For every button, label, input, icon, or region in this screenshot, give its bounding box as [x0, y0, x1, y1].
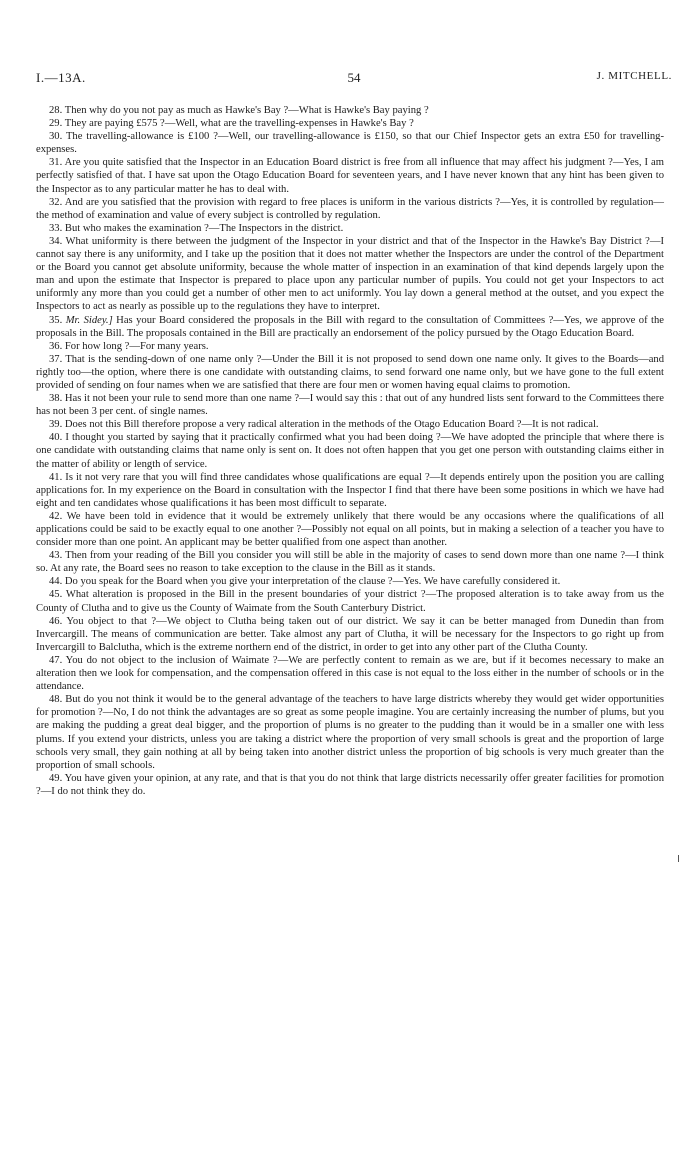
testimony-paragraph: [36, 575, 664, 588]
question-answer-text: And are you satisfied that the provision with regard to free places is uniform in the various districts ?—Yes, it is controlled by regulation—the method of examination and value of every subject is controlled by regulation.: [36, 196, 664, 221]
question-number: 45.: [49, 589, 63, 601]
question-number: 29.: [49, 118, 63, 130]
question-number: 39.: [49, 419, 63, 431]
testimony-paragraph: [36, 235, 664, 314]
question-number: 49.: [49, 772, 63, 784]
question-answer-text: What alteration is proposed in the Bill in the present boundaries of your district ?—The proposed alteration is to take away from us the County of Clutha and to give us the County of Waimate from the South Canterbury District.: [36, 589, 664, 614]
question-number: 30.: [49, 131, 63, 143]
question-number: 31.: [49, 157, 63, 169]
question-number: 48.: [49, 694, 63, 706]
question-answer-text: Are you quite satisfied that the Inspector in an Education Board district is free from all influence that may affect his judgment ?—Yes, I am perfectly satisfied of that. I have sat upon the Otago Education Board for seventeen years, and I have never known that any hint has been given to the Inspector as to any particular matter he has to deal with.: [36, 157, 664, 195]
question-answer-text: But who makes the examination ?—The Inspectors in the district.: [64, 222, 344, 234]
question-answer-text: You do not object to the inclusion of Waimate ?—We are perfectly content to remain as we are, but if it becomes necessary to make an alteration then we look for compensation, and the compensation offered in this case is not equal to the loss either in the number of schools or in the attendance.: [36, 654, 664, 693]
paper-reference: I.—13A.: [36, 70, 86, 85]
question-number: 47.: [49, 654, 63, 666]
testimony-paragraph: [36, 588, 664, 614]
testimony-paragraph: [36, 471, 664, 510]
question-number: 42.: [49, 510, 63, 522]
testimony-paragraph: [36, 353, 664, 392]
question-answer-text: Is it not very rare that you will find three candidates whose qualifications are equal ?—It depends entirely upon the position you are calling applications for. In my experience on the Board in consultation with the Inspector I find that there have been some positions in which we have had eight and ten candidates whose qualifications it has been most difficult to separate.: [36, 471, 664, 509]
question-number: 34.: [49, 235, 63, 247]
question-number: 43.: [49, 550, 63, 562]
question-answer-text: What uniformity is there between the judgment of the Inspector in your district and that of the Inspector in the Hawke's Bay District ?—I cannot say there is any uniformity, and I take up the position that it does not matter whether the Inspectors are under the control of the Department or the Board you cannot get absolute uniformity, because the whole matter of inspection in an examination of that kind depends largely upon the man and upon the estimate that Inspector is prepared to place upon any particular number of pupils. You could not get your Inspectors to act uniformly any more than you could get a number of other men to act uniformly. You lay down a general method at the outset, and you expect the Inspectors to act as nearly as possible up to the regulations they have to interpret.: [36, 235, 664, 313]
question-number: 37.: [49, 353, 63, 365]
question-number: 35.: [49, 314, 63, 326]
question-answer-text: Do you speak for the Board when you give your interpretation of the clause ?—Yes. We have carefully considered it.: [64, 576, 561, 588]
question-number: 44.: [49, 576, 63, 588]
testimony-paragraph: [36, 156, 664, 195]
question-answer-text: Then from your reading of the Bill you consider you will still be able in the majority of cases to send down more than one name ?—I think so. At any rate, the Board sees no reason to take exception to the clause in the Bill as it stands.: [36, 550, 664, 575]
testimony-paragraph: [36, 340, 664, 353]
question-answer-text: That is the sending-down of one name only ?—Under the Bill it is not proposed to send down one name only. It gives to the Boards—and rightly too—the option, where there is one candidate with outstanding claims, to send forward one name only, but we have gone to the full extent provided of sending on four names when we are satisfied that there are four men or women having equal claims to promotion.: [36, 353, 664, 391]
question-number: 41.: [49, 471, 63, 483]
testimony-paragraph: [36, 431, 664, 470]
testimony-paragraph: [36, 772, 664, 798]
speaker-label: Mr. Sidey.]: [65, 314, 113, 326]
testimony-paragraph: [36, 510, 664, 549]
testimony-paragraph: [36, 130, 664, 156]
testimony-paragraph: [36, 117, 664, 130]
question-answer-text: You object to that ?—We object to Clutha being taken out of our district. We say it can be better managed from Dunedin than from Invercargill. The means of communication are better. Take almost any part of Clutha, it will be necessary for the Inspectors to go right up from Invercargill to Balclutha, which is the extreme northern end of the district, in order to get into any other part of the Clutha County.: [36, 615, 664, 653]
question-answer-text: They are paying £575 ?—Well, what are the travelling-expenses in Hawke's Bay ?: [64, 118, 414, 130]
witness-name: J. MITCHELL.: [596, 70, 672, 82]
testimony-paragraph: [36, 615, 664, 654]
question-answer-text: Then why do you not pay as much as Hawke's Bay ?—What is Hawke's Bay paying ?: [64, 105, 429, 116]
testimony-paragraph: [36, 549, 664, 575]
question-answer-text: Has it not been your rule to send more than one name ?—I would say this : that out of any hundred lists sent forward to the Committees there has not been 3 per cent. of single names.: [36, 393, 664, 418]
question-number: 36.: [49, 340, 63, 352]
testimony-paragraph: [36, 693, 664, 772]
document-body: [36, 104, 664, 798]
question-number: 28.: [49, 105, 63, 116]
testimony-paragraph: [36, 314, 664, 340]
testimony-paragraph: [36, 104, 664, 117]
testimony-paragraph: [36, 418, 664, 431]
question-number: 32.: [49, 196, 63, 208]
question-answer-text: For how long ?—For many years.: [64, 340, 209, 352]
testimony-paragraph: [36, 392, 664, 418]
question-number: 46.: [49, 615, 63, 627]
question-answer-text: The travelling-allowance is £100 ?—Well, our travelling-allowance is £150, so that our Chief Inspector gets an extra £50 for travelling-expenses.: [36, 131, 664, 156]
page-number: 54: [347, 70, 361, 85]
question-answer-text: Does not this Bill therefore propose a very radical alteration in the methods of the Otago Education Board ?—It is not radical.: [64, 419, 599, 431]
question-answer-text: We have been told in evidence that it would be extremely unlikely that there would be any occasions where the qualifications of all applications could be said to be exactly equal to one another ?—Possibly not equal on all points, but in making a selection of a teacher you have to consider more than one point. An applicant may be better qualified from one aspect than another.: [36, 510, 664, 549]
margin-mark: [678, 855, 679, 862]
testimony-paragraph: [36, 654, 664, 693]
question-answer-text: You have given your opinion, at any rate, and that is that you do not think that large districts necessarily offer greater facilities for promotion ?—I do not think they do.: [36, 772, 664, 797]
page-header: [36, 70, 672, 90]
testimony-paragraph: [36, 196, 664, 222]
testimony-paragraph: [36, 222, 664, 235]
question-answer-text: Has your Board considered the proposals in the Bill with regard to the consultation of Committees ?—Yes, we approve of the proposals in the Bill. The proposals contained in the Bill are practically an endorsement of the policy pursued by the Otago Education Board.: [36, 314, 664, 339]
question-number: 40.: [49, 432, 63, 444]
question-number: 33.: [49, 222, 63, 234]
question-answer-text: But do you not think it would be to the general advantage of the teachers to have large districts whereby they would get wider opportunities for promotion ?—No, I do not think the advantages are so great as some people imagine. You are certainly increasing the number of plums, but you are making the pudding a great deal bigger, and the proportion of plums is no greater to the pudding than it would be in a smaller one with less plums. If you extend your districts, unless you are taking a district where the proportion of very small schools is great and the proportion of large schools very small, they gain nothing at all by being taken into another district unless the proportion of big schools is very much greater than the proportion of small schools.: [36, 694, 664, 771]
question-answer-text: I thought you started by saying that it practically confirmed what you had been doing ?—We have adopted the principle that where there is one candidate with outstanding claims that name only is sent on. It does not often happen that you get one person with outstanding claims either in the matter of ability or length of service.: [36, 432, 665, 470]
question-number: 38.: [49, 393, 63, 405]
